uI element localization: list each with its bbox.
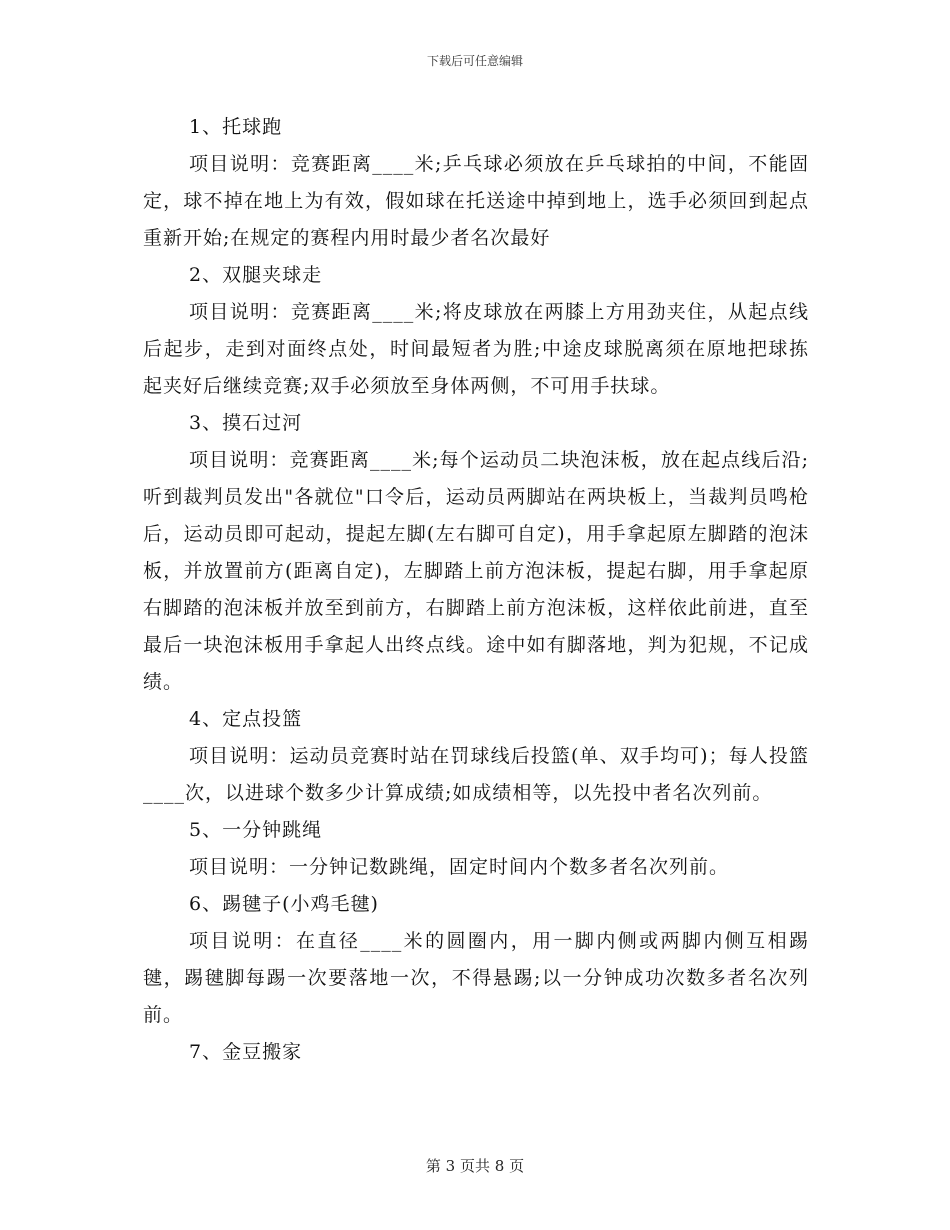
section-body: 项目说明：在直径____米的圆圈内，用一脚内侧或两脚内侧互相踢毽，踢毽脚每踢一次要落地一次，不得悬踢;以一分钟成功次数多者名次列前。 [143, 930, 809, 1026]
section-6 [143, 886, 809, 1034]
section-1 [143, 109, 809, 257]
section-body: 项目说明：竞赛距离____米;乒乓球必须放在乒乓球拍的中间，不能固定，球不掉在地上为有效，假如球在托送途中掉到地上，选手必须回到起点重新开始;在规定的赛程内用时最少者名次最好 [143, 153, 809, 249]
section-3 [143, 405, 809, 701]
section-body: 项目说明：竞赛距离____米;每个运动员二块泡沫板，放在起点线后沿;听到裁判员发出"各就位"口令后，运动员两脚站在两块板上，当裁判员鸣枪后，运动员即可起动，提起左脚(左右脚可自定)，用手拿起原左脚踏的泡沫板，并放置前方(距离自定)，左脚踏上前方泡沫板，提起右脚，用手拿起原右脚踏的泡沫板并放至到前方，右脚踏上前方泡沫板，这样依此前进，直至最后一块泡沫板用手拿起人出终点线。途中如有脚落地，判为犯规，不记成绩。 [143, 449, 809, 693]
section-title: 3、摸石过河 [189, 412, 303, 434]
page-number: 第 3 页共 8 页 [425, 1157, 525, 1175]
section-body: 项目说明：一分钟记数跳绳，固定时间内个数多者名次列前。 [189, 856, 730, 878]
section-2 [143, 257, 809, 405]
section-title: 4、定点投篮 [189, 708, 303, 730]
section-4 [143, 701, 809, 812]
section-body: 项目说明：竞赛距离____米;将皮球放在两膝上方用劲夹住，从起点线后起步，走到对面终点处，时间最短者为胜;中途皮球脱离须在原地把球拣起夹好后继续竞赛;双手必须放至身体两侧，不可用手扶球。 [143, 301, 809, 397]
document-body [143, 109, 809, 1071]
section-7 [143, 1034, 809, 1071]
section-body: 项目说明：运动员竞赛时站在罚球线后投篮(单、双手均可)；每人投篮____次，以进球个数多少计算成绩;如成绩相等，以先投中者名次列前。 [143, 745, 809, 804]
section-title: 7、金豆搬家 [189, 1041, 303, 1063]
section-title: 6、踢毽子(小鸡毛毽) [189, 893, 379, 915]
section-title: 2、双腿夹球走 [189, 264, 323, 286]
section-5 [143, 812, 809, 886]
section-title: 1、托球跑 [189, 116, 283, 138]
page-header: 下载后可任意编辑 [426, 54, 523, 68]
section-title: 5、一分钟跳绳 [189, 819, 323, 841]
